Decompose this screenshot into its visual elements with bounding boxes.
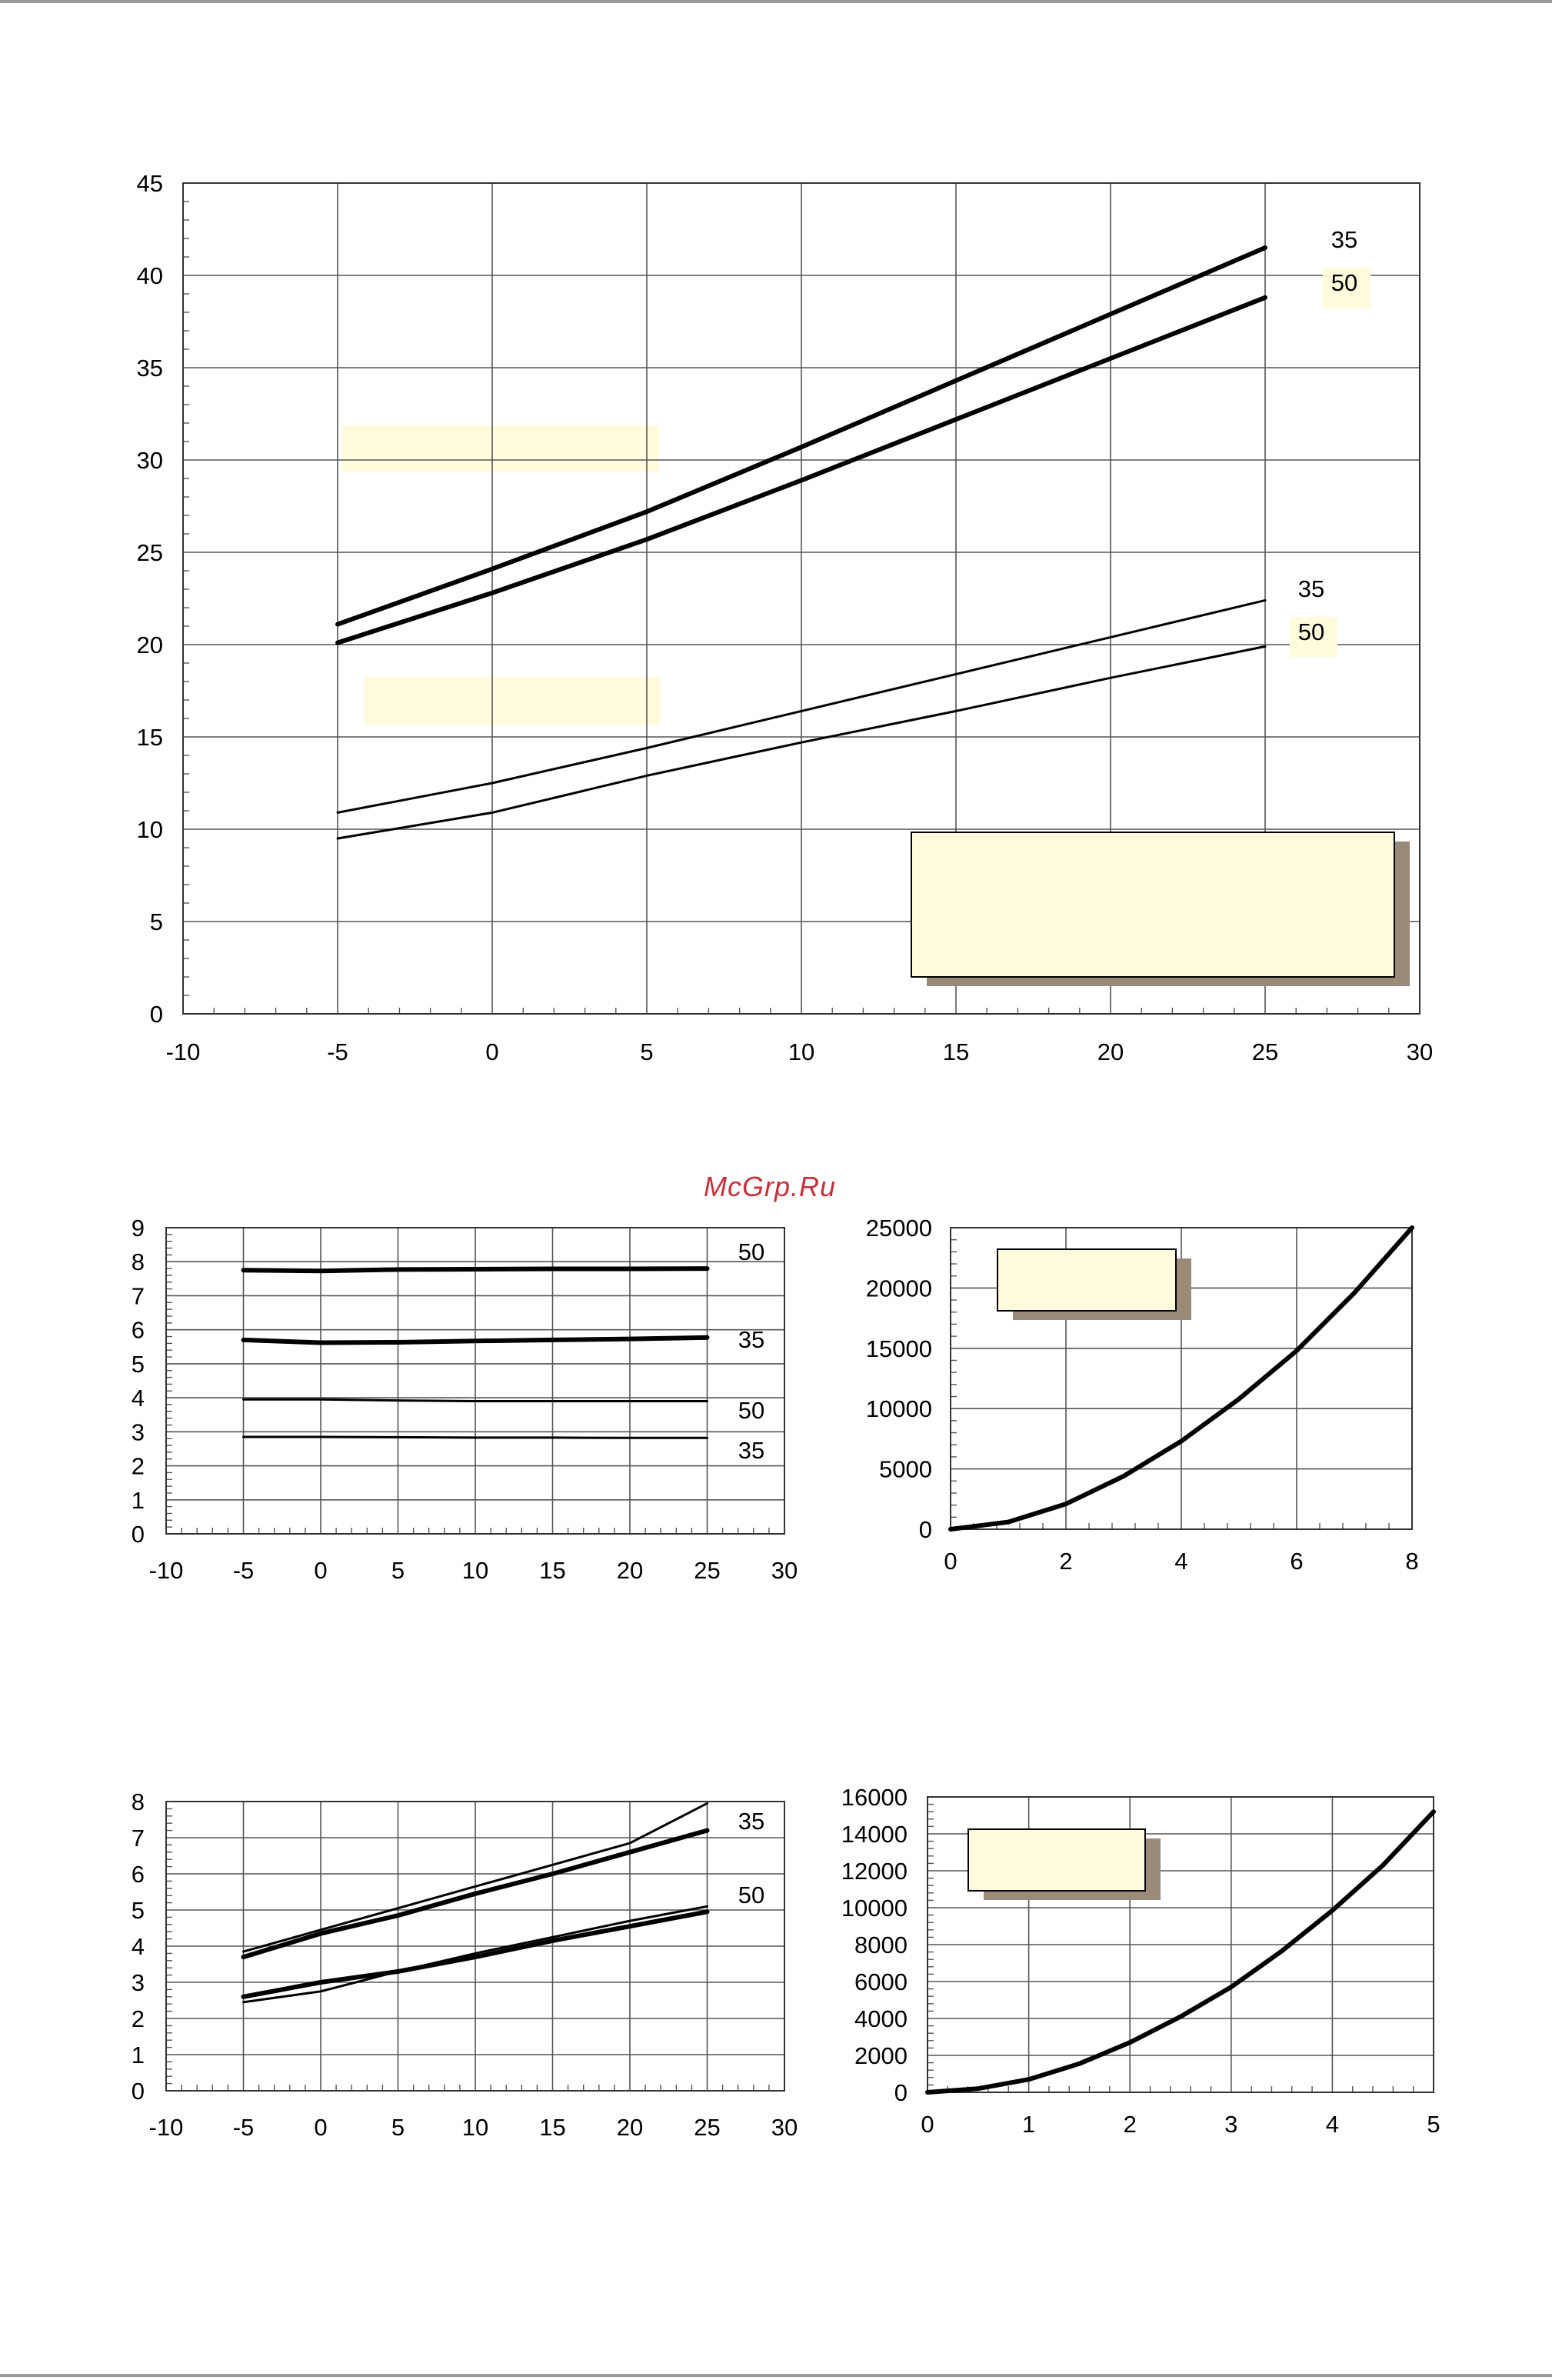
- y-tick-label: 0: [149, 1001, 163, 1028]
- x-tick-label: 6: [1290, 1548, 1304, 1575]
- series-label: 35: [738, 1808, 765, 1835]
- chart4: [132, 1788, 798, 2141]
- series-label: 35: [1331, 226, 1358, 253]
- y-tick-label: 5000: [879, 1455, 932, 1483]
- y-tick-label: 6: [131, 1861, 145, 1888]
- x-tick-label: 20: [1097, 1038, 1124, 1065]
- x-tick-label: 0: [314, 1557, 328, 1584]
- y-tick-label: 10000: [841, 1895, 908, 1922]
- y-tick-label: 30: [136, 447, 163, 474]
- y-tick-label: 40: [136, 262, 163, 289]
- x-tick-label: -5: [232, 1557, 255, 1584]
- x-tick-label: 0: [485, 1038, 499, 1065]
- y-tick-label: 6: [131, 1316, 145, 1344]
- x-tick-label: 2: [1123, 2111, 1137, 2138]
- x-tick-label: 4: [1174, 1548, 1188, 1575]
- y-tick-label: 12000: [841, 1858, 908, 1885]
- x-tick-label: 8: [1405, 1548, 1419, 1575]
- x-tick-label: 2: [1059, 1548, 1073, 1575]
- x-tick-label: 0: [314, 2114, 328, 2141]
- y-tick-label: 20000: [865, 1275, 932, 1302]
- y-tick-label: 1: [131, 2042, 145, 2068]
- y-tick-label: 2000: [854, 2042, 908, 2069]
- x-tick-label: 5: [391, 2114, 405, 2141]
- y-tick-label: 5: [131, 1350, 145, 1378]
- y-tick-label: 8: [131, 1248, 145, 1276]
- y-tick-label: 16000: [841, 1784, 908, 1811]
- info-box: [968, 1829, 1145, 1891]
- x-tick-label: 25: [694, 1557, 721, 1584]
- y-tick-label: 25000: [865, 1215, 932, 1242]
- y-tick-label: 4: [131, 1933, 145, 1960]
- x-tick-label: 25: [694, 2114, 721, 2141]
- chart3: [866, 1215, 1419, 1575]
- y-tick-label: 4000: [854, 2005, 908, 2032]
- y-tick-label: 10000: [865, 1395, 932, 1423]
- y-tick-label: 5: [149, 908, 163, 935]
- x-tick-label: -10: [148, 1557, 184, 1584]
- y-tick-label: 35: [136, 355, 163, 382]
- watermark: McGrp.Ru: [704, 1171, 837, 1202]
- x-tick-label: 3: [1224, 2111, 1238, 2138]
- x-tick-label: 15: [539, 2114, 566, 2141]
- y-tick-label: 0: [894, 2079, 908, 2106]
- x-tick-label: -10: [165, 1038, 201, 1065]
- y-tick-label: 3: [131, 1418, 145, 1446]
- x-tick-label: 15: [942, 1038, 970, 1065]
- y-tick-label: 15: [136, 724, 163, 751]
- x-tick-label: 0: [921, 2111, 934, 2138]
- y-tick-label: 14000: [841, 1821, 908, 1848]
- x-tick-label: 5: [640, 1038, 654, 1065]
- series-line: [244, 1268, 708, 1271]
- series-label: 35: [1297, 575, 1325, 602]
- x-tick-label: 5: [1427, 2111, 1440, 2138]
- y-tick-label: 8000: [854, 1932, 908, 1958]
- label-band: [342, 425, 659, 472]
- y-tick-label: 0: [131, 1521, 145, 1548]
- x-tick-label: -10: [148, 2114, 184, 2141]
- y-tick-label: 10: [136, 816, 163, 843]
- series-label: 50: [738, 1397, 765, 1424]
- y-tick-label: 15000: [865, 1335, 932, 1362]
- y-tick-label: 9: [131, 1215, 145, 1242]
- x-tick-label: 5: [391, 1557, 405, 1584]
- chart5: [841, 1784, 1440, 2138]
- y-tick-label: 25: [136, 539, 163, 566]
- y-tick-label: 7: [131, 1282, 145, 1310]
- y-tick-label: 7: [131, 1825, 145, 1852]
- x-tick-label: 15: [539, 1557, 566, 1584]
- info-box: [911, 832, 1394, 977]
- series-label: 50: [1297, 618, 1325, 645]
- info-box: [997, 1249, 1176, 1311]
- y-tick-label: 3: [131, 1969, 145, 1996]
- y-tick-label: 4: [131, 1385, 145, 1412]
- series-label: 50: [738, 1238, 765, 1265]
- x-tick-label: -5: [327, 1038, 348, 1065]
- x-tick-label: 20: [616, 2114, 644, 2141]
- y-tick-label: 5: [131, 1897, 145, 1924]
- y-tick-label: 45: [136, 170, 163, 197]
- y-tick-label: 1: [131, 1486, 145, 1514]
- x-tick-label: 30: [1406, 1038, 1434, 1065]
- series-label: 50: [1331, 269, 1358, 296]
- x-tick-label: 30: [771, 2114, 798, 2141]
- x-tick-label: 25: [1251, 1038, 1279, 1065]
- label-band: [365, 677, 660, 725]
- y-tick-label: 20: [136, 632, 163, 658]
- y-tick-label: 2: [131, 2005, 145, 2032]
- x-tick-label: 1: [1021, 2111, 1036, 2138]
- x-tick-label: 0: [944, 1548, 958, 1575]
- x-tick-label: 10: [788, 1038, 815, 1065]
- x-tick-label: 10: [461, 1557, 489, 1584]
- y-tick-label: 0: [918, 1516, 932, 1543]
- y-tick-label: 2: [131, 1452, 145, 1480]
- y-tick-label: 8: [131, 1788, 145, 1815]
- chart2: [132, 1215, 798, 1584]
- x-tick-label: 10: [461, 2114, 489, 2141]
- x-tick-label: 20: [616, 1557, 644, 1584]
- chart1: [137, 170, 1434, 1065]
- x-tick-label: 30: [771, 1557, 798, 1584]
- series-label: 35: [738, 1437, 765, 1464]
- series-label: 35: [738, 1326, 765, 1353]
- y-tick-label: 6000: [854, 1968, 908, 1995]
- y-tick-label: 0: [131, 2078, 145, 2105]
- x-tick-label: -5: [232, 2114, 255, 2141]
- series-label: 50: [738, 1882, 765, 1908]
- series-line: [244, 1437, 708, 1438]
- x-tick-label: 4: [1325, 2111, 1340, 2138]
